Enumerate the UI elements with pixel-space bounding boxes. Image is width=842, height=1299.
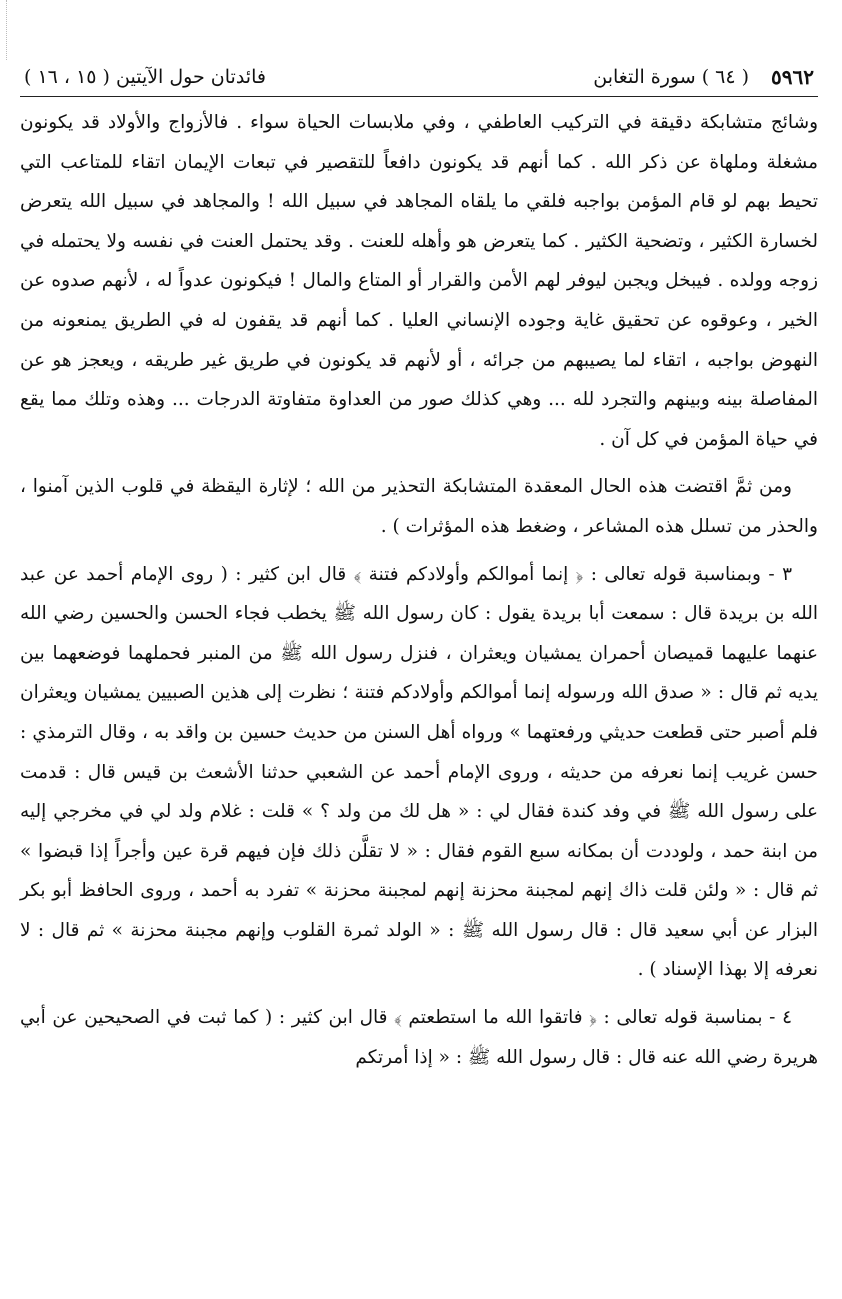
section-title: فائدتان حول الآيتين ( ١٥ ، ١٦ ) [24,66,266,88]
paragraph-point-3: ٣ - وبمناسبة قوله تعالى : ﴿ إنما أموالكم وأولادكم فتنة ﴾ قال ابن كثير : ( روى الإمام أحمد عن عبد الله بن بريدة قال : سمعت أبا بريدة يقول : كان رسول الله ﷺ يخطب فجاء الحسن والحسين رضي الله عنهما عليهما قميصان أحمران يمشيان ويعثران ، فنزل رسول الله ﷺ من المنبر فحملهما فوضعهما بين يديه ثم قال : « صدق الله ورسوله إنما أموالكم وأولادكم فتنة ؛ نظرت إلى هذين الصبيين يمشيان ويعثران فلم أصبر حتى قطعت حديثي ورفعتهما » ورواه أهل السنن من حديث حسين بن واقد به ، وقال الترمذي : حسن غريب إنما نعرفه من حديثه ، وروى الإمام أحمد عن الشعبي حدثنا الأشعث بن قيس قال : قدمت على رسول الله ﷺ في وفد كندة فقال لي : « هل لك من ولد ؟ » قلت : غلام ولد لي في مخرجي إليه من ابنة حمد ، ولوددت أن بمكانه سبع القوم فقال : « لا تقلَّن ذلك فإن فيهم قرة عين وأجراً إذا قبضوا » ثم قال : « ولئن قلت ذاك إنهم لمجبنة محزنة إنهم لمجبنة محزنة » تفرد به أحمد ، وروى الحافظ أبو بكر البزار عن أبي سعيد قال : قال رسول الله ﷺ : « الولد ثمرة القلوب وإنهم مجبنة محزنة » ثم قال : لا نعرفه إلا بهذا الإسناد ) . [20,563,818,981]
document-page [20,58,818,1278]
page-edge-mark [0,0,7,60]
page-number: ٥٩٦٢ [771,65,814,89]
paragraph-continuation: وشائج متشابكة دقيقة في التركيب العاطفي ، وفي ملابسات الحياة سواء . فالأزواج والأولاد قد يكونون مشغلة وملهاة عن ذكر الله . كما أنهم قد يكونون دافعاً للتقصير في تبعات الإيمان اتقاء للمتاعب التي تحيط بهم لو قام المؤمن بواجبه فلقي ما يلقاه المجاهد في سبيل الله ! والمجاهد في سبيل الله يتعرض لخسارة الكثير ، وتضحية الكثير . كما يتعرض هو وأهله للعنت . وقد يحتمل العنت في نفسه ولا يحتمله في زوجه وولده . فيبخل ويجبن ليوفر لهم الأمن والقرار أو المتاع والمال ! فيكونون عدواً له ، لأنهم صدوه عن الخير ، وعوقوه عن تحقيق غاية وجوده الإنساني العليا . كما أنهم قد يقفون له في الطريق يمنعونه من النهوض بواجبه ، اتقاء لما يصيبهم من جرائه ، أو لأنهم قد يكونون في طريق غير طريقه ، ويعجز هو عن المفاصلة بينه وبينهم والتجرد لله ... وهي كذلك صور من العداوة متفاوتة الدرجات ... وهذه وتلك مما يقع في حياة المؤمن في كل آن . [20,112,818,450]
running-header [20,58,818,97]
surah-title: ( ٦٤ ) سورة التغابن [593,66,750,88]
header-right-group [593,65,818,89]
paragraph-conclusion: ومن ثمَّ اقتضت هذه الحال المعقدة المتشابكة التحذير من الله ؛ لإثارة اليقظة في قلوب الذين آمنوا ، والحذر من تسلل هذه المشاعر ، وضغط هذه المؤثرات ) . [20,476,818,537]
header-left-group [20,66,266,88]
paragraph-point-4: ٤ - بمناسبة قوله تعالى : ﴿ فاتقوا الله ما استطعتم ﴾ قال ابن كثير : ( كما ثبت في الصحيحين عن أبي هريرة رضي الله عنه قال : قال رسول الله ﷺ : « إذا أمرتكم [20,1007,818,1068]
page-body [20,103,818,1077]
